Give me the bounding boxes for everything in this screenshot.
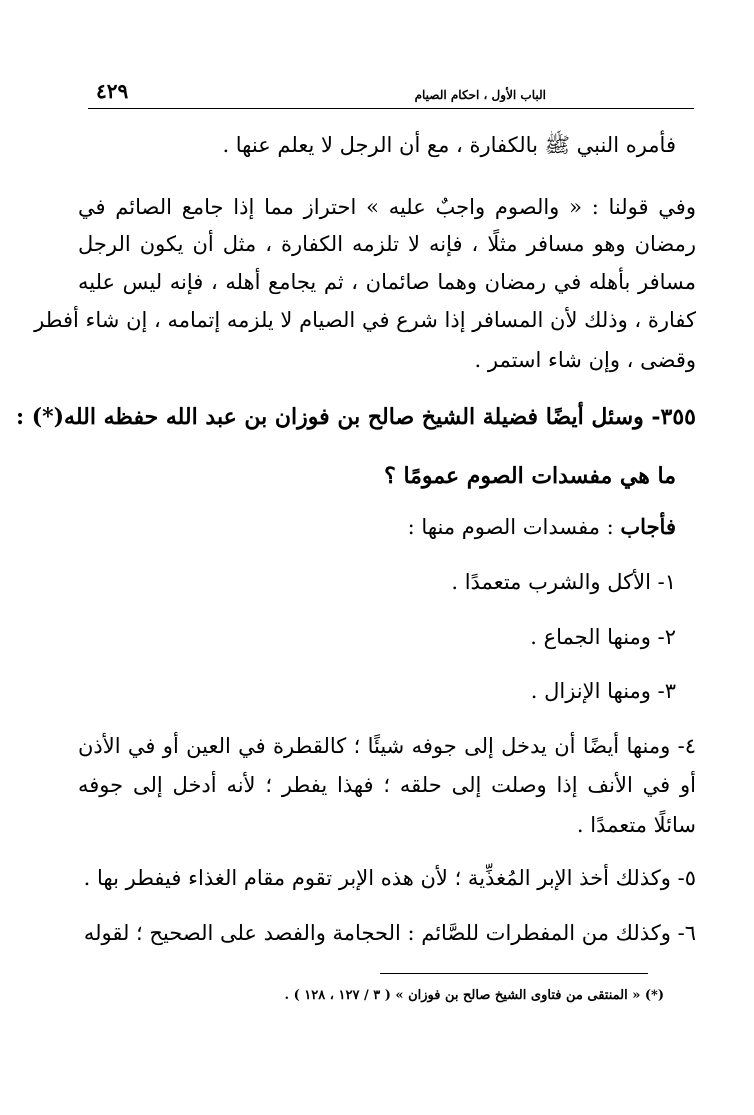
paragraph-line: فأمره النبي ﷺ بالكفارة ، مع أن الرجل لا يعلم عنها .	[222, 133, 676, 157]
paragraph-line: وفي قولنا : « والصوم واجبٌ عليه » احتراز مما إذا جامع الصائم في	[78, 195, 696, 219]
list-item: ٤- ومنها أيضًا أن يدخل إلى جوفه شيئًا ؛ كالقطرة في العين أو في الأذن	[78, 734, 696, 758]
paragraph-line: كفارة ، وذلك لأن المسافر إذا شرع في الصيام لا يلزمه إتمامه ، إن شاء أفطر	[34, 308, 696, 332]
list-item: ٣- ومنها الإنزال .	[530, 679, 676, 703]
running-header	[88, 78, 694, 109]
question-text: ما هي مفسدات الصوم عمومًا ؟	[384, 463, 676, 489]
chapter-title: الباب الأول ، احكام الصيام	[414, 88, 546, 102]
list-item-continued: سائلًا متعمدًا .	[576, 813, 696, 837]
paragraph-line: رمضان وهو مسافر مثلًا ، فإنه لا تلزمه الكفارة ، مثل أن يكون الرجل	[78, 232, 696, 256]
list-item: ٦- وكذلك من المفطرات للصَّائم : الحجامة والفصد على الصحيح ؛ لقوله	[83, 921, 696, 945]
paragraph-line: وقضى ، وإن شاء استمر .	[474, 348, 696, 372]
list-item: ١- الأكل والشرب متعمدًا .	[451, 570, 676, 594]
list-item-continued: أو في الأنف إذا وصلت إلى حلقه ؛ فهذا يفطر ؛ لأنه أدخل إلى جوفه	[78, 773, 696, 797]
answer-intro	[78, 512, 676, 542]
footnote-divider	[380, 973, 648, 974]
list-item: ٢- ومنها الجماع .	[530, 625, 676, 649]
question-heading: ٣٥٥- وسئل أيضًا فضيلة الشيخ صالح بن فوزان بن عبد الله حفظه الله(*) :	[15, 404, 696, 430]
footnote: (*) « المنتقى من فتاوى الشيخ صالح بن فوزان » ( ٣ / ١٢٧ ، ١٢٨ ) .	[284, 988, 664, 1003]
page-number: ٤٢٩	[96, 79, 129, 103]
list-item: ٥- وكذلك أخذ الإبر المُغذِّية ؛ لأن هذه الإبر تقوم مقام الغذاء فيفطر بها .	[83, 866, 696, 890]
answer-lead: فأجاب	[620, 514, 676, 539]
answer-intro-text: : مفسدات الصوم منها :	[407, 515, 614, 539]
paragraph-line: مسافر بأهله في رمضان وهما صائمان ، ثم يجامع أهله ، فإنه ليس عليه	[78, 270, 696, 294]
